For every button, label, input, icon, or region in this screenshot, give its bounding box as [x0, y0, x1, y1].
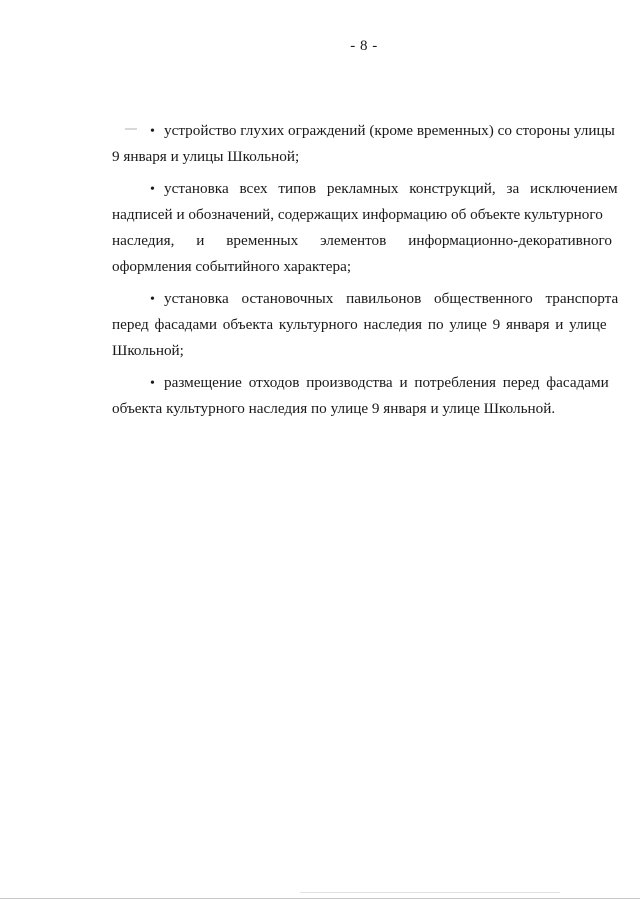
list-item-text: размещение отходов производства и потребления перед фасадами [164, 374, 609, 391]
list-item-line: 9 января и улицы Школьной; [112, 148, 300, 165]
bullet-icon: • [150, 124, 155, 139]
list-item-text: установка всех типов рекламных конструкций, за исключением [164, 180, 618, 197]
word: временных [226, 232, 299, 249]
list-item [112, 286, 619, 364]
bullet-icon: • [150, 182, 155, 197]
word: элементов [320, 232, 387, 249]
word: наследия, [112, 232, 175, 249]
list-item [112, 176, 618, 280]
list-item-text: установка остановочных павильонов общественного транспорта [164, 290, 619, 307]
list-item-line [112, 118, 615, 144]
page-number: - 8 - [350, 38, 378, 54]
scan-edge-line [0, 898, 640, 899]
list-item-text: устройство глухих ограждений (кроме временных) со стороны улицы [164, 122, 615, 139]
document-body [112, 118, 619, 422]
scan-edge-line [300, 892, 560, 893]
list-item-line: надписей и обозначений, содержащих информацию об объекте культурного [112, 206, 603, 223]
list-item-line [112, 370, 612, 396]
bullet-icon: • [150, 376, 155, 391]
word: информационно-декоративного [408, 232, 612, 249]
list-item [112, 370, 612, 422]
list-item-line [112, 176, 618, 202]
list-item [112, 118, 615, 170]
list-item-line: объекта культурного наследия по улице 9 января и улице Школьной. [112, 400, 556, 417]
list-item-line: Школьной; [112, 342, 184, 359]
list-item-line: оформления событийного характера; [112, 258, 352, 275]
list-item-line [112, 228, 612, 254]
list-item-line [112, 286, 619, 312]
word: и [196, 232, 205, 249]
bullet-icon: • [150, 292, 155, 307]
list-item-line: перед фасадами объекта культурного наследия по улице 9 января и улице [112, 316, 607, 333]
